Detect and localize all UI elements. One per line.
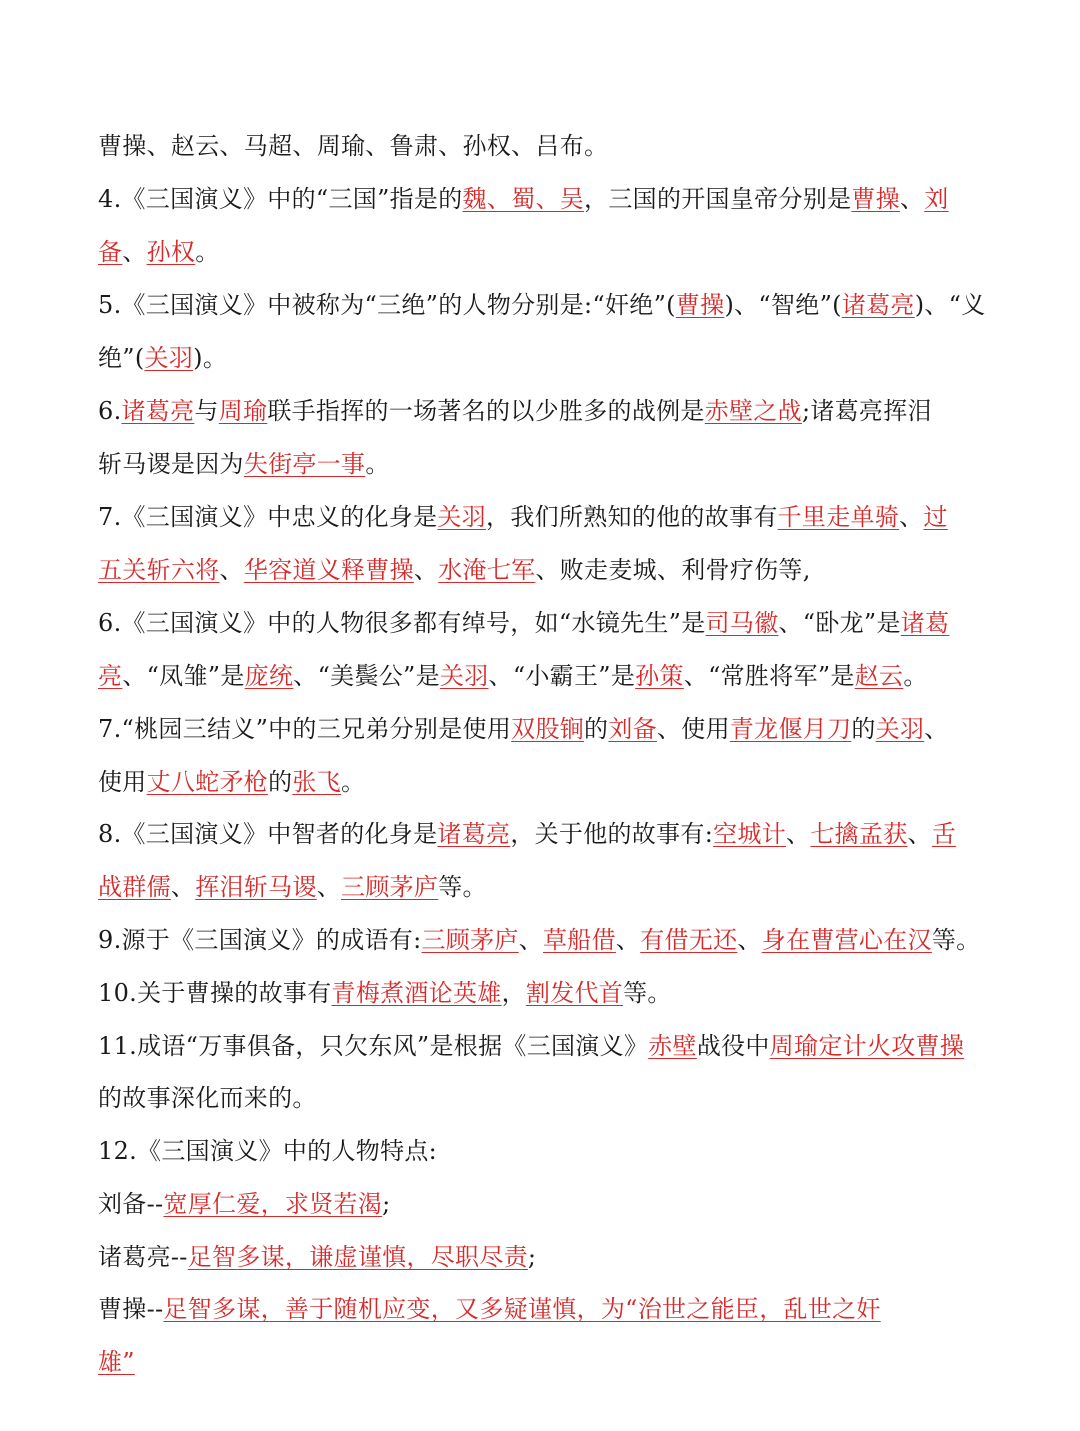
answer-text: 五关斩六将 bbox=[98, 556, 220, 584]
plain-text: )。 bbox=[193, 344, 228, 372]
plain-text: 10.关于曹操的故事有 bbox=[98, 979, 332, 1007]
answer-text: 有借无还 bbox=[640, 926, 738, 954]
answer-text: 足智多谋，谦虚谨慎，尽职尽责 bbox=[187, 1243, 528, 1271]
text-line bbox=[98, 818, 998, 850]
plain-text: 、 bbox=[737, 926, 762, 954]
plain-text: 、 bbox=[122, 238, 147, 266]
plain-text: 与 bbox=[194, 397, 219, 425]
text-line bbox=[98, 236, 998, 268]
plain-text: 、“常胜将军”是 bbox=[683, 662, 855, 690]
plain-text: 等。 bbox=[623, 979, 672, 1007]
answer-text: 刘备 bbox=[608, 715, 657, 743]
answer-text: 空城计 bbox=[713, 820, 787, 848]
plain-text: 、败走麦城、利骨疗伤等, bbox=[535, 556, 811, 584]
text-line bbox=[98, 660, 998, 692]
plain-text: 12.《三国演义》中的人物特点: bbox=[98, 1137, 438, 1165]
answer-text: 关羽 bbox=[437, 503, 487, 531]
answer-text: 丈八蛇矛枪 bbox=[146, 768, 269, 796]
answer-text: 千里走单骑 bbox=[777, 503, 900, 531]
answer-text: 雄” bbox=[98, 1348, 135, 1376]
plain-text: 、 bbox=[907, 820, 932, 848]
plain-text: 、 bbox=[615, 926, 641, 954]
plain-text: ;诸葛亮挥泪 bbox=[801, 397, 932, 425]
answer-text: 周瑜定计火攻曹操 bbox=[769, 1032, 965, 1060]
plain-text: ，我们所熟知的他的故事有 bbox=[486, 503, 778, 531]
plain-text: 8.《三国演义》中智者的化身是 bbox=[98, 820, 438, 848]
answer-text: 华容道义释曹操 bbox=[243, 556, 414, 584]
answer-text: 关羽 bbox=[875, 715, 925, 743]
answer-text: 关羽 bbox=[144, 344, 194, 372]
plain-text: 。 bbox=[903, 662, 928, 690]
plain-text: 11.成语“万事俱备，只欠东风”是根据《三国演义》 bbox=[98, 1032, 649, 1060]
text-line bbox=[98, 1293, 998, 1325]
plain-text: 5.《三国演义》中被称为“三绝”的人物分别是:“奸绝”( bbox=[98, 291, 676, 319]
text-line bbox=[98, 130, 998, 162]
plain-text: 的故事深化而来的。 bbox=[98, 1084, 317, 1112]
plain-text: 刘备-- bbox=[98, 1190, 164, 1218]
text-line bbox=[98, 1188, 998, 1220]
plain-text: 7.“桃园三结义”中的三兄弟分别是使用 bbox=[98, 715, 512, 743]
plain-text: 、 bbox=[170, 873, 196, 901]
plain-text: 6.《三国演义》中的人物很多都有绰号，如“水镜先生”是 bbox=[98, 609, 706, 637]
text-line bbox=[98, 766, 998, 798]
plain-text: 战役中 bbox=[696, 1032, 770, 1060]
answer-text: 孙权 bbox=[146, 238, 196, 266]
plain-text: 斩马谡是因为 bbox=[98, 450, 244, 478]
plain-text: 6. bbox=[98, 397, 122, 425]
answer-text: 七擒孟获 bbox=[810, 820, 908, 848]
plain-text: 9.源于《三国演义》的成语有: bbox=[98, 926, 422, 954]
answer-text: 庞统 bbox=[244, 662, 294, 690]
plain-text: 、 bbox=[518, 926, 543, 954]
answer-text: 关羽 bbox=[439, 662, 489, 690]
answer-text: 草船借 bbox=[543, 926, 616, 954]
answer-text: 曹操 bbox=[851, 185, 900, 213]
answer-text: 孙策 bbox=[635, 662, 684, 690]
plain-text: ; bbox=[382, 1190, 391, 1218]
plain-text: 7.《三国演义》中忠义的化身是 bbox=[98, 503, 438, 531]
answer-text: 司马徽 bbox=[705, 609, 779, 637]
plain-text: ; bbox=[527, 1243, 537, 1271]
answer-text: 备 bbox=[98, 238, 123, 266]
answer-text: 周瑜 bbox=[218, 397, 268, 425]
plain-text: 。 bbox=[365, 450, 390, 478]
text-line bbox=[98, 871, 998, 903]
plain-text: 、“凤雏”是 bbox=[122, 662, 245, 690]
text-line bbox=[98, 448, 998, 480]
answer-text: 水淹七军 bbox=[438, 556, 536, 584]
plain-text: 、 bbox=[219, 556, 244, 584]
answer-text: 赵云 bbox=[854, 662, 904, 690]
answer-text: 刘 bbox=[924, 185, 949, 213]
plain-text: 4.《三国演义》中的“三国”指是的 bbox=[98, 185, 463, 213]
plain-text: 的 bbox=[851, 715, 876, 743]
plain-text: )、“智绝”( bbox=[724, 291, 842, 319]
answer-text: 宽厚仁爱，求贤若渴 bbox=[163, 1190, 383, 1218]
answer-text: 赤壁之战 bbox=[704, 397, 802, 425]
text-line bbox=[98, 183, 998, 215]
plain-text: 。 bbox=[341, 768, 366, 796]
answer-text: 诸葛亮 bbox=[121, 397, 195, 425]
answer-text: 舌 bbox=[931, 820, 957, 848]
answer-text: 双股锏 bbox=[511, 715, 585, 743]
answer-text: 诸葛 bbox=[900, 609, 950, 637]
plain-text: 的 bbox=[584, 715, 609, 743]
answer-text: 割发代首 bbox=[525, 979, 624, 1007]
answer-text: 三顾茅庐 bbox=[341, 873, 439, 901]
plain-text: 曹操-- bbox=[98, 1295, 164, 1323]
plain-text: 、 bbox=[413, 556, 439, 584]
plain-text: 。 bbox=[195, 238, 220, 266]
plain-text: 诸葛亮-- bbox=[98, 1243, 188, 1271]
answer-text: 身在曹营心在汉 bbox=[761, 926, 932, 954]
answer-text: 魏、蜀、吴 bbox=[462, 185, 585, 213]
text-line bbox=[98, 289, 998, 321]
plain-text: 绝”( bbox=[98, 344, 145, 372]
answer-text: 亮 bbox=[98, 662, 123, 690]
plain-text: 使用 bbox=[98, 768, 147, 796]
plain-text: 、 bbox=[899, 185, 925, 213]
answer-text: 诸葛亮 bbox=[437, 820, 511, 848]
answer-text: 张飞 bbox=[292, 768, 342, 796]
plain-text: 、“卧龙”是 bbox=[778, 609, 901, 637]
answer-text: 足智多谋，善于随机应变，又多疑谨慎，为“治世之能臣，乱世之奸 bbox=[163, 1295, 881, 1323]
plain-text: 、“美鬓公”是 bbox=[293, 662, 440, 690]
text-line bbox=[98, 607, 998, 639]
answer-text: 青梅煮酒论英雄 bbox=[331, 979, 502, 1007]
answer-text: 诸葛亮 bbox=[841, 291, 915, 319]
text-line bbox=[98, 713, 998, 745]
text-line bbox=[98, 395, 998, 427]
plain-text: ，关于他的故事有: bbox=[510, 820, 714, 848]
plain-text: 、 bbox=[924, 715, 949, 743]
plain-text: 、“小霸王”是 bbox=[488, 662, 636, 690]
text-line bbox=[98, 501, 998, 533]
text-line bbox=[98, 1346, 998, 1378]
plain-text: 等。 bbox=[438, 873, 487, 901]
plain-text: 的 bbox=[268, 768, 293, 796]
plain-text: )、“义 bbox=[914, 291, 986, 319]
answer-text: 青龙偃月刀 bbox=[729, 715, 852, 743]
answer-text: 战群儒 bbox=[98, 873, 171, 901]
text-line bbox=[98, 924, 998, 956]
text-line bbox=[98, 1082, 998, 1114]
plain-text: 、 bbox=[316, 873, 342, 901]
text-line bbox=[98, 1241, 998, 1273]
answer-text: 赤壁 bbox=[648, 1032, 697, 1060]
text-line bbox=[98, 342, 998, 374]
answer-text: 曹操 bbox=[675, 291, 725, 319]
plain-text: 、使用 bbox=[656, 715, 730, 743]
plain-text: 等。 bbox=[931, 926, 981, 954]
answer-text: 三顾茅庐 bbox=[421, 926, 519, 954]
text-line bbox=[98, 1030, 998, 1062]
text-line bbox=[98, 1135, 998, 1167]
plain-text: ， bbox=[501, 979, 526, 1007]
plain-text: 、 bbox=[786, 820, 811, 848]
plain-text: 曹操、赵云、马超、周瑜、鲁肃、孙权、吕布。 bbox=[98, 132, 609, 160]
answer-text: 挥泪斩马谡 bbox=[195, 873, 317, 901]
text-line bbox=[98, 554, 998, 586]
text-line bbox=[98, 977, 998, 1009]
plain-text: ，三国的开国皇帝分别是 bbox=[584, 185, 852, 213]
answer-text: 过 bbox=[923, 503, 948, 531]
answer-text: 失街亭一事 bbox=[243, 450, 366, 478]
plain-text: 、 bbox=[899, 503, 924, 531]
plain-text: 联手指挥的一场著名的以少胜多的战例是 bbox=[267, 397, 705, 425]
